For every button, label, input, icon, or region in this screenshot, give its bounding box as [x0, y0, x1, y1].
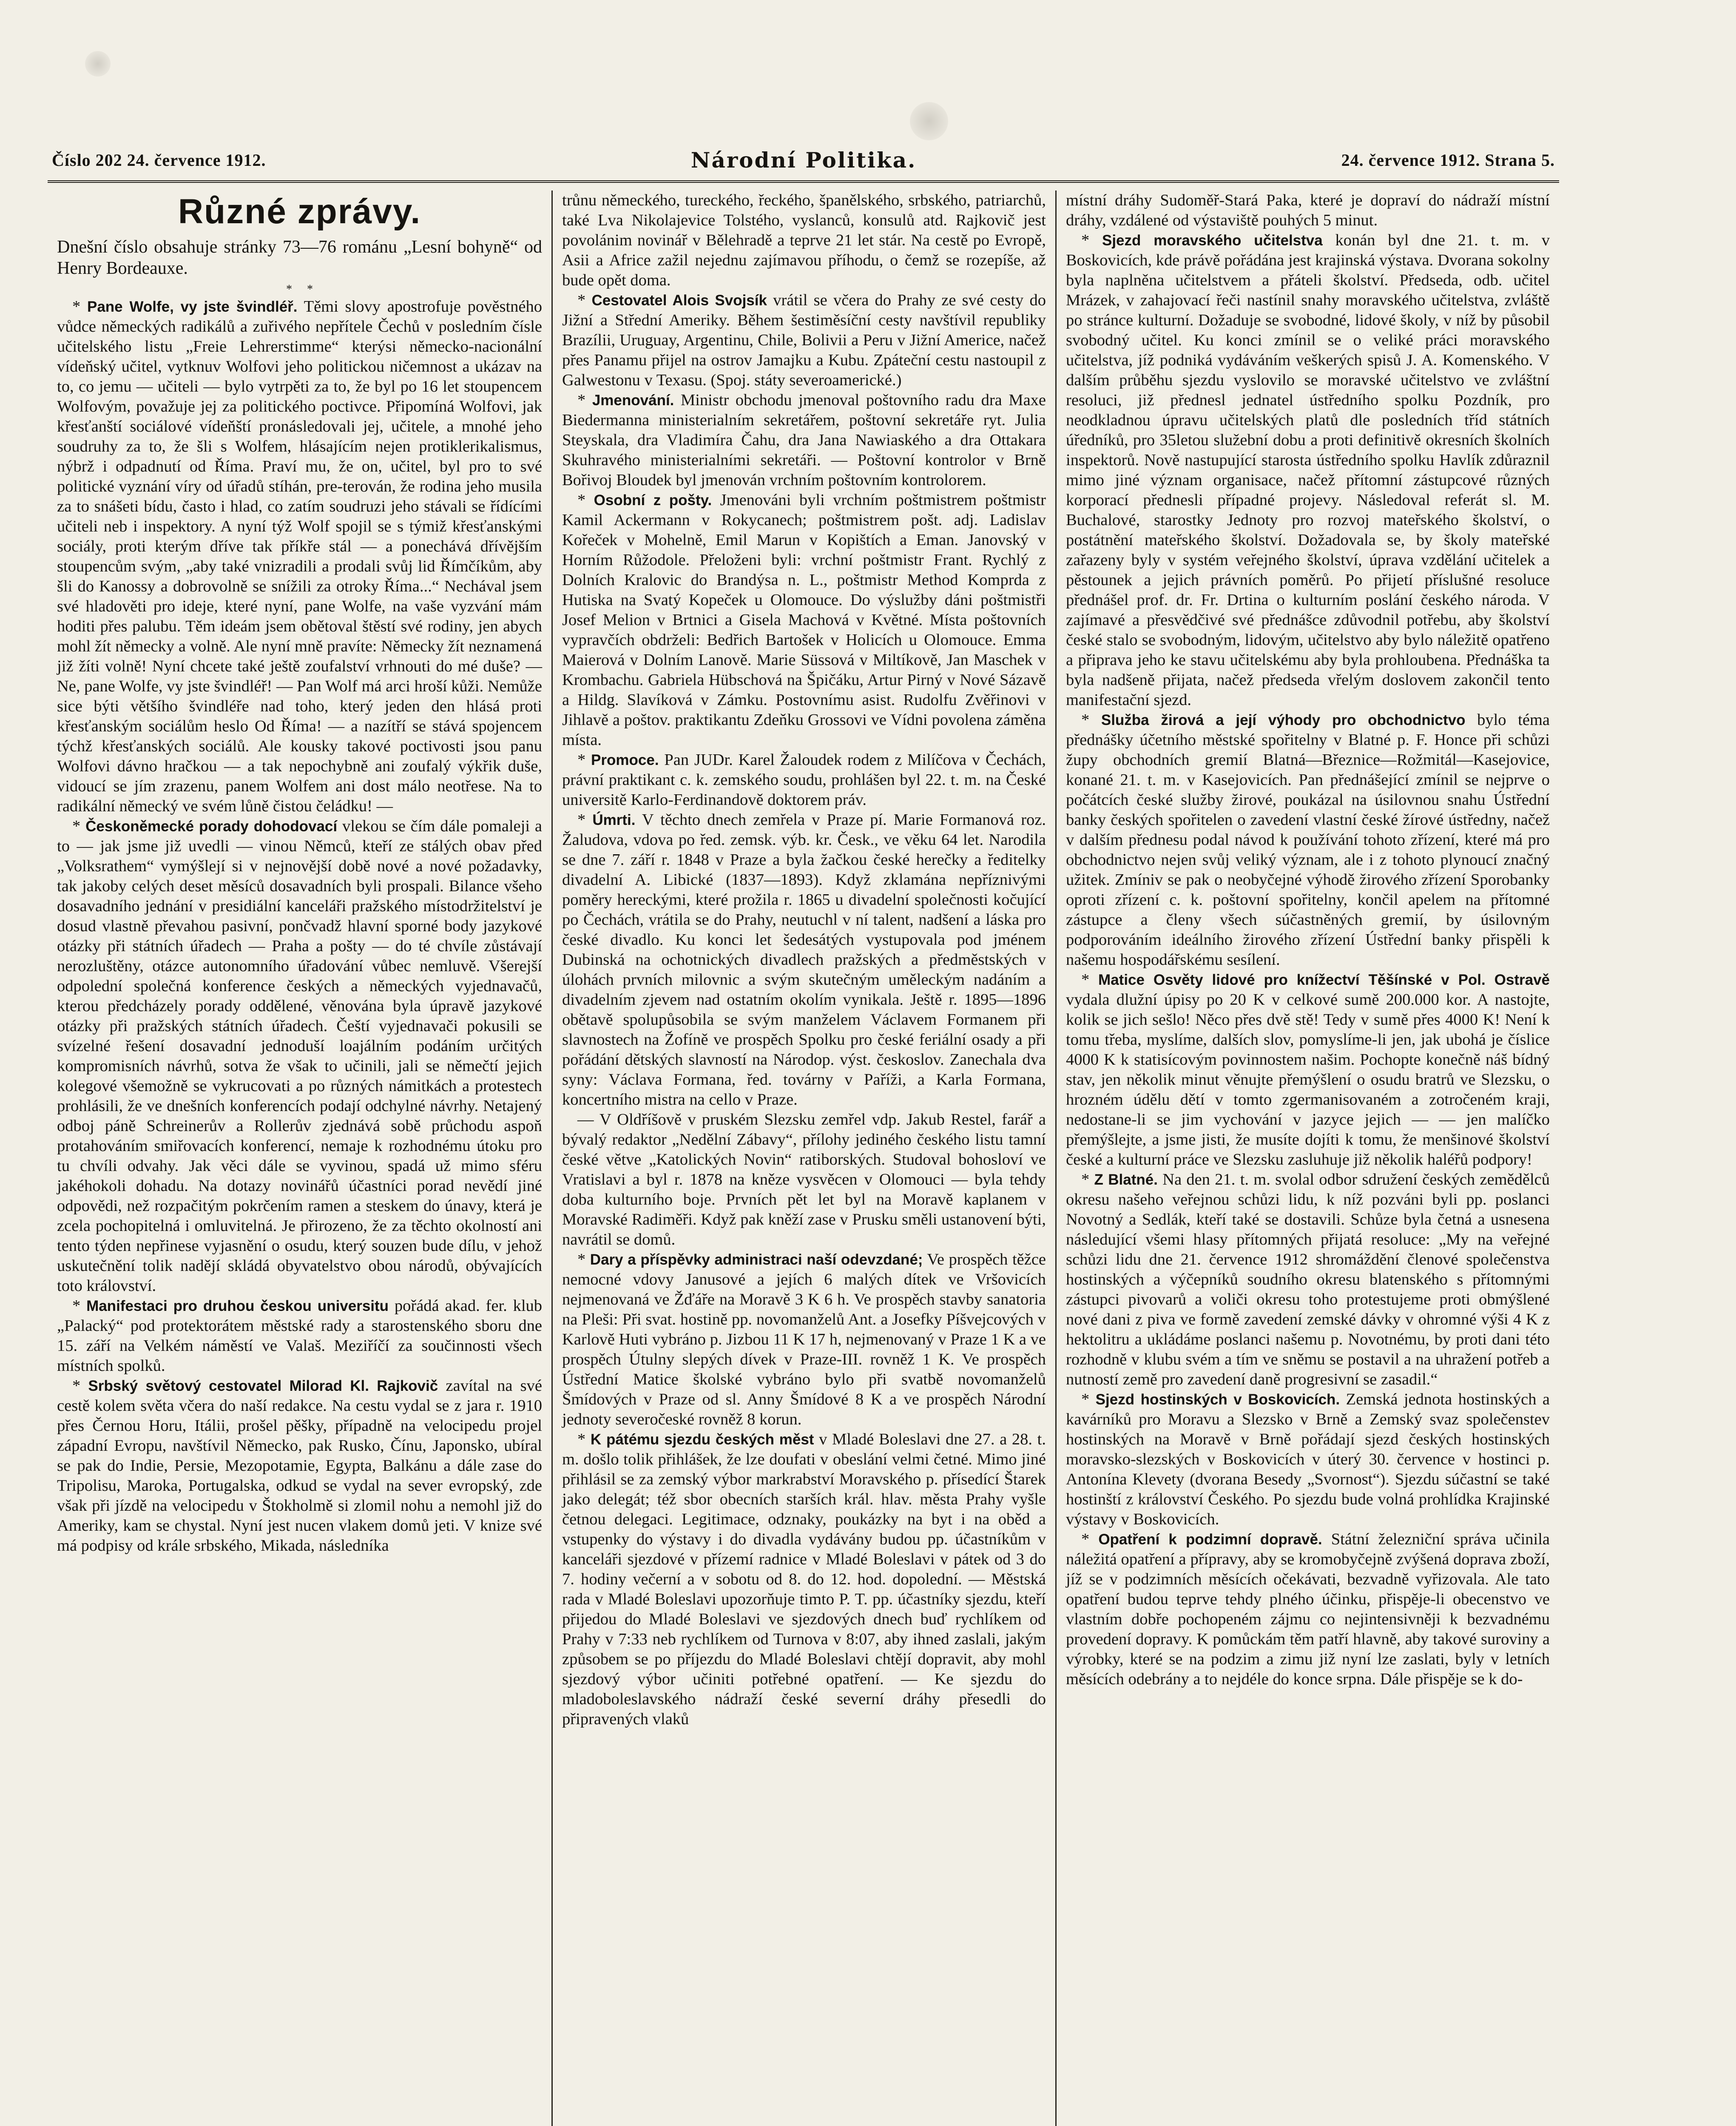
- article-body: Ve prospěch těžce nemocné vdovy Janusové a jejích 6 malých dítek ve Vršovicích nejmenovaná ve Žďáře na Moravě 3 K 6 h. Ve prospěch stavby sanatoria na Pleši: Při svat. hostině pp. novomanželů Ant. a Josefky Píšvejcových v Karlově Huti vybráno p. Jizbou 11 K 17 h, nejmenovaný v Praze 1 K a ve prospěch Útulny slepých dívek v Praze-III. rovněž 1 K. Ve prospěch Ústřední Matice školské vybráno bylo při svatbě novomanželů Šmídových v Praze od sl. Anny Šmídové 8 K a ve prospěch Národní jednoty severočeské rovněž 8 korun.: [562, 1251, 1046, 1428]
- article-headline: Z Blatné.: [1094, 1171, 1158, 1188]
- article-body: vlekou se čím dále pomaleji a to — jak jsme již uvedli — vinou Němců, kteří ze stálých obav před „Volksrathem“ vymýšlejí si v nejnovější době nové a nové požadavky, tak jakoby celých deset měsíců dosavadních byli prospali. Bilance všeho dosavadního jednání v presidiální kanceláři pražského místodržitelství je dosud vlastně převahou pasivní, pončvadž hlavní sporné body jazykové otázky při státních úřadech — Praha a pošty — do té chvíle zůstávají nerozluštěny, otázce autonomního úřadování vůbec nemluvě. Všerejší odpolední společná konference českých a německých vyjednavačů, kterou předcházely porady oddělené, věnována byla úpravě jazykové otázky při pražských státních úřadech. Čeští vyjednavači pokusili se svízelné řešení dosavadní jednoduší loajálním podáním určitých kompromisních návrhů, sotva že však to učinili, jali se němečtí jejich kolegové všemožně se vykrucovati a po různých námitkách a protestech prohlásili, že ve dnešních konferencích podají odchylné návrhy. Netajený odboj páně Schreinerův a Rollerův zjednává sobě průchodu aspoň protahováním smiřovacích konferencí, nemaje k rozhodnému útoku pro tu chvíli odvahy. Jak věci dále se vyvinou, spadá už mimo sféru jakéhokoli dohadu. Na dotazy novinářů účastníci porad nevědí jiné odpovědi, než rozpačitým pokrčením ramen a steskem do únavy, která je zcela pochopitelná i omluvitelná. Je přirozeno, že za těchto okolností ani tento týden nepřinese vyjasnění o osudu, který souzen bude dílu, v jehož uskutečnění tolik nadějí skládá obyvatelstvo obou národů, obývajících toto království.: [57, 817, 543, 1295]
- article-headline: Úmrti.: [592, 812, 636, 828]
- article-towns-congress: * K pátému sjezdu českých měst v Mladé Boleslavi dne 27. a 28. t. m. došlo tolik přihlášek, že lze doufati v obeslání velmi četné. Mimo jiné přihlásil se za zemský výbor markrabství Moravského p. přísedící Štarek jako delegát; též sbor obecních starších král. hlav. města Prahy vyšle četnou delegaci. Legitimace, odznaky, poukázky na byt i na oběd a vstupenky do výstavy i do divadla vydávány budou pp. účastníkům v kanceláři sjezdové v přízemí radnice v Mladé Boleslavi v pátek od 3 do 7. hodiny večerní a v sobotu od 8. do 12. hod. dopolední. — Městská rada v Mladé Boleslavi upozorňuje timto P. T. pp. účastníky sjezdu, kteří přijedou do Mladé Boleslavi ve sjezdových dnech buď rychlíkem od Prahy v 7:33 neb rychlíkem od Turnova v 8:07, aby ihned zaslali, jakým způsobem se po příjezdu do Mladé Boleslavi chtějí dopravit, aby mohl sjezdový výbor učiniti potřebné opatření. — Ke sjezdu do mladoboleslavského nádraží české severní dráhy přesedli do připravených vlaků: [562, 1430, 1046, 1728]
- article-body: Na den 21. t. m. svolal odbor sdružení českých zemědělců okresu našeho veřejnou schůzi lidu, k níž pozváni byli pp. poslanci Novotný a Sedlák, kteří také se dostavili. Schůze byla četná a usnesena následující všemi hlasy přítomných přijatá resoluce: „My na veřejné schůzi lidu dne 21. července 1912 shromáždění členové společenstva hostinských a výčepníků soudního okresu blatenského s přítomnými zástupci pivovarů a voliči okresu toho protestujeme proti obmýšlené nové dani z piva ve formě zavedení zemské dávky v ohromné výši 4 K z hektolitru a ukládáme poslanci našemu p. Novotnému, by proti dani této rozhodně v klubu svém a tím ve sněmu se postavil a na uhražení potřeb a nutností země pro zavedení daně progresivní se zasadil.“: [1066, 1171, 1550, 1388]
- article-headline: Promoce.: [591, 752, 659, 768]
- article-appointments: * Jmenování. Ministr obchodu jmenoval poštovního radu dra Maxe Biedermanna ministerialním sekretářem, poštovní sekretáře ryt. Julia Steyskala, dra Vladimíra Čahu, dra Jana Nawiaského a dra Ottakara Skuhravého ministerialními sekretáři. — Poštovní kontrolor v Brně Bořivoj Bloudek byl jmenován vrchním poštovním kontrolorem.: [562, 391, 1046, 489]
- article-svojsik: * Cestovatel Alois Svojsík vrátil se včera do Prahy ze své cesty do Jižní a Střední Ameriky. Během šestiměsíční cesty navštívil republiky Brazílii, Uruguay, Argentinu, Chile, Bolivii a Peru v Jižní Americe, načež přes Panamu přijel na ostrov Jamajku a Kubu. Zpáteční cestu nastoupil z Galwestonu v Texasu. (Spoj. státy severoamerické.): [562, 291, 1046, 389]
- article-columns: [48, 190, 1559, 2126]
- article-traveler: * Srbský světový cestovatel Milorad Kl. Rajkovič zavítal na své cestě kolem světa včera do naší redakce. Na cestu vydal se z jara r. 1910 přes Černou Horu, Itálii, prošel pěšky, případně na velocipedu projel západní Evropu, navštívil Německo, pak Rusko, Čínu, Japonsko, ubíral se pak do Indie, Persie, Mezopotamie, Egypta, Balkánu a dále zase do Tripolisu, Maroka, Portugalska, odkud se vydal na sever evropský, zde však při jízdě na velocipedu v Štokholmě si zlomil nohu a nemohl již do Ameriky, kam se chystal. Nyní jest nucen vlakem domů jeti. V knize své má podpisy od krále srbského, Mikada, následníka: [57, 1377, 542, 1555]
- article-body: V Oldříšově v pruském Slezsku zemřel vdp. Jakub Restel, farář a bývalý redaktor „Nedělní Zábavy“, přílohy jediného českého listu tamní české větve „Katolických Novin“ ratiborských. Studoval bohosloví ve Vratislavi a byl r. 1878 na kněze vysvěcen v Olomouci — byla tehdy doba kulturního boje. Prvních pět let byl na Moravě kaplanem v Moravské Radiměři. Když pak kněží zase v Prusku směli ustanovení býti, navrátil se domů.: [562, 1111, 1046, 1248]
- article-post: * Osobní z pošty. Jmenováni byli vrchním poštmistrem poštmistr Kamil Ackermann v Rokycanech; poštmistrem pošt. adj. Ladislav Kořeček v Mohelně, Emil Marun v Kopištích a Eman. Janovský v Horním Růžodole. Přeloženi byli: vrchní poštmistr Frant. Rychlý z Dolních Kralovic do Brandýsa n. L., poštmistr Method Komprda z Hutiska na Svatý Kopeček u Olomouce. Do výslužby dáni poštmistři Josef Melion v Brtnici a Gisela Machová v Květné. Místa poštovních vypravčích obdrželi: Bedřich Bartošek v Holicích u Olomouce. Emma Maierová v Dolním Lanově. Marie Süssová v Miltíkově, Jan Maschek v Krombachu. Gabriela Hübschová na Špičáku, Artur Pirný v Nové Sázavě a Hildg. Slavíková v Zámku. Postovnímu asist. Rudolfu Zvěřinovi v Jihlavě a poštov. praktikantu Zdeňku Grossovi ve Vídni povolena záměna místa.: [562, 491, 1046, 749]
- serial-notice: Dnešní číslo obsahuje stránky 73—76 románu „Lesní bohyně“ od Henry Bordeauxe.: [57, 237, 542, 278]
- article-headline: Osobní z pošty.: [594, 492, 712, 509]
- article-teachers: * Sjezd moravského učitelstva konán byl dne 21. t. m. v Boskovicích, kde právě pořádána jest krajinská výstava. Dvorana sokolny byla naplněna učitelstvem a přáteli školství. Předseda, odb. učitel Mrázek, v zahajovací řeči nastínil snahy moravského učitelstva, zvláště po stránce kulturní. Dožaduje se svobodné, lidové školy, v níž by působil svobodný učitel. Ku konci zmínil se o veliké práci moravského učitelstva, jíž podniká vydáváním veškerých spisů J. A. Komenského. V dalším průběhu sjezdu vyslovilo se moravské učitelstvo ve zvláštní resoluci, již přednesl jednatel ústředního spolku Pozdník, pro neodkladnou úpravu učitelských platů dle posledních tříd státních úředníků, pro 35letou služební dobu a proti definitivě okresních školních inspektorů. Nově nastupující starosta ústředního spolku Havlík zdůraznil mimo jiné význam organisace, načež přítomní zástupcové různých korporací přednesli případné projevy. Následoval referát sl. M. Buchalové, starostky Jednoty pro rozvoj mateřského školství, o postátnění mateřského školství. Dožadovala se, by školy mateřské zařazeny byly v systém veřejného školství, úprava vzdělání učitelek a pěstounek a jejich právních poměrů. Po přijetí příslušné resoluce přednášel prof. dr. Fr. Drtina o kulturním poslání českého národa. V zajímavé a přesvědčivé své přednášce zdůvodnil potřebu, aby školství české stalo se svobodným, lidovým, učitelstvo aby bylo náležitě opatřeno a připrava jeho ke stavu učitelskému aby byla prohloubena. Přednáška ta byla nadšeně přijata, načež předseda vřelým doslovem zakončil tento manifestační sjezd.: [1066, 231, 1550, 709]
- column-3: [1055, 190, 1559, 2126]
- article-body: Jmenováni byli vrchním poštmistrem poštmistr Kamil Ackermann v Rokycanech; poštmistrem pošt. adj. Ladislav Kořeček v Mohelně, Emil Marun v Kopištích a Eman. Janovský v Horním Růžodole. Přeloženi byli: vrchní poštmistr Frant. Rychlý z Dolních Kralovic do Brandýsa n. L., poštmistr Method Komprda z Hutiska na Svatý Kopeček u Olomouce. Do výslužby dáni poštmistři Josef Melion v Brtnici a Gisela Machová v Květné. Místa poštovních vypravčích obdrželi: Bedřich Bartošek v Holicích u Olomouce. Emma Maierová v Dolním Lanově. Marie Süssová v Miltíkově, Jan Maschek v Krombachu. Gabriela Hübschová na Špičáku, Artur Pirný v Nové Sázavě a Hildg. Slavíková v Zámku. Postovnímu asist. Rudolfu Zvěřinovi v Jihlavě a poštov. praktikantu Zdeňku Grossovi ve Vídni povolena záměna místa.: [562, 491, 1046, 749]
- article-headline: Manifestaci pro druhou českou universitu: [86, 1298, 389, 1314]
- article-traveler-continued: trůnu německého, tureckého, řeckého, španělského, srbského, patriarchů, také Lva Nikolajevice Tolstého, vyslanců, konsulů atd. Rajkovič jest povolánim novinář v Bělehradě a teprve 21 let stár. Na cestě po Evropě, Asii a Africe zažil nejednu zajímavou příhodu, o čemž se rozepíše, až bude opět doma.: [562, 191, 1046, 289]
- article-headline: Jmenování.: [592, 392, 674, 409]
- article-headline: Sjezd hostinských v Boskovicích.: [1095, 1391, 1340, 1408]
- article-headline: Českoněmecké porady dohodovací: [85, 818, 338, 835]
- article-body: pořádá akad. fer. klub „Palacký“ pod protektorátem městské rady a starostenského sboru dne 15. září na Velkém náměstí ve Valaš. Meziříčí za součinnosti všech místních spolků.: [57, 1297, 543, 1375]
- article-blatna: * Z Blatné. Na den 21. t. m. svolal odbor sdružení českých zemědělců okresu našeho veřejnou schůzi lidu, k níž pozváni byli pp. poslanci Novotný a Sedlák, kteří také se dostavili. Schůze byla četná a usnesena následující všemi hlasy přítomných přijatá resoluce: „My na veřejné schůzi lidu dne 21. července 1912 shromáždění členové společenstva hostinských a výčepníků soudního okresu blatenského s přítomnými zástupci pivovarů a voliči okresu toho protestujeme proti obmýšlené nové dani z piva ve formě zavedení zemské dávky v ohromné výši 4 K z hektolitru a ukládáme poslanci našemu p. Novotnému, by proti dani této rozhodně v klubu svém a tím ve sněmu se postavil a na uhražení potřeb a nutností země pro zavedení daně progresivní se zasadil.“: [1066, 1171, 1550, 1388]
- newspaper-page: [48, 145, 1559, 2126]
- article-body: Těmi slovy apostrofuje pověstného vůdce německých radikálů a zuřivého nepřítele Čechů v posledním čísle učitelského listu „Freie Lehrerstimme“ kterýsi německo-nacionální vídeňský učitel, vytknuv Wolfovi jeho politickou ničemnost a ukázav na to, co jemu — učiteli — bylo vytrpěti za to, že byl po 16 let stoupencem Wolfovým, považuje jej za politického poctivce. Připomíná Wolfovi, jak křesťanští sociálové vídeňští pronásledovali jej, učitele, a mnohé jeho soudruhy za to, že šli s Wolfem, hlásajícím nejen protiklerikalismus, nýbrž i odpadnutí od Říma. Praví mu, že on, učitel, byl pro to své politické vyznání víry od úřadů stíhán, pre-terován, že rodina jeho musila za to snášeti bídu, často i hlad, co zatím soudruzi jeho stávali se řídícími učiteli neb i inspektory. A nyní týž Wolf spojil se s týmiž křesťanskými sociály, proti kterým dříve tak příkře stál — a ponechává dřívějším stoupencům svým, „aby také vnizradili a prodali svůj lid Římčíkům, aby šli do Kanossy a dobrovolně se snížili za otroky Říma...“ Nechával jsem své hladověti pro ideje, které nyní, pane Wolfe, na vaše vyzvání mám hoditi přes palubu. Těm ideám jsem obětoval štěstí své rodiny, jen abych mohl žít německy a volně. Ale nyní mně pravíte: Německy žít neznamená již žíti volně! Nyní chcete také ještě zoufalství vrhnouti do mé duše? — Ne, pane Wolfe, vy jste švindléř! — Pan Wolf má arci hroší kůži. Nemůže sice býti většího švindléře nad toho, který jeden den hlásá proti křesťanským sociálům heslo Od Říma! — a nazítří se stává spojencem týchž křesťanských sociálů. Ale kousky takové poctivosti jsou panu Wolfovi dávno hračkou — a tak nepochybně ani zoufalý výkřik duše, vidoucí se jím zrazenu, panem Wolfem ani dost málo neotřese. Na to radikální německý ve svém lůně čistou čeládku! —: [57, 298, 542, 815]
- article-body: vydala dlužní úpisy po 20 K v celkové sumě 200.000 kor. A nastojte, kolik se jich sešlo! Něco přes dvě stě! Tedy v sumě přes 4000 K! Není k tomu třeba, myslíme, dalších slov, pomyslíme-li jen, jak ubohá je číslice 4000 K k statisícovým povinnostem našim. Pochopte konečně náš bídný stav, jen několik minut věnujte přemýšlení o osudu bratrů ve Slezsku, o hrozném údělu dětí v tomto zgermanisovaném a zotročeném kraji, nedostane-li se jim vychování v jazyce jejich — — jen malíčko přemýšlejte, a jsme jisti, že musíte dojíti k tomu, že menšinové školství české a kulturní práce ve Slezsku zasluhuje již několik haléřů podpory!: [1066, 991, 1550, 1168]
- separator: * *: [286, 283, 313, 296]
- masthead: [48, 145, 1559, 183]
- article-body: vrátil se včera do Prahy ze své cesty do Jižní a Střední Ameriky. Během šestiměsíční cesty navštívil republiky Brazílii, Uruguay, Argentinu, Chile, Bolivii a Peru v Jižní Americe, načež přes Panamu přijel na ostrov Jamajku a Kubu. Zpáteční cestu nastoupil z Galwestonu v Texasu. (Spoj. státy severoamerické.): [562, 291, 1046, 389]
- paper-stain: [85, 51, 111, 77]
- article-headline: Dary a příspěvky administraci naší odevzdané;: [590, 1251, 923, 1268]
- column-1: [48, 190, 551, 2126]
- article-headline: Srbský světový cestovatel Milorad Kl. Rajkovič: [88, 1378, 438, 1394]
- article-body: Zemská jednota hostinských a kavárníků pro Moravu a Slezsko v Brně a Zemský svaz společenstev hostinských na Moravě v Brně pořádají sjezd českých hostinských moravsko-slezských v Boskovicích v úterý 30. července v hostinci p. Antonína Klevety (dvorana Besedy „Svornost“). Sjezdu súčastní se také hostinští z království Českého. Po sjezdu bude volná prohlídka Krajinské výstavy v Boskovicích.: [1066, 1390, 1550, 1528]
- article-body: Ministr obchodu jmenoval poštovního radu dra Maxe Biedermanna ministerialním sekretářem, poštovní sekretáře ryt. Julia Steyskala, dra Vladimíra Čahu, dra Jana Nawiaského a dra Ottakara Skuhravého ministerialními sekretáři. — Poštovní kontrolor v Brně Bořivoj Bloudek byl jmenován vrchním poštovním kontrolorem.: [562, 391, 1046, 489]
- paper-stain: [910, 102, 948, 140]
- article-body: Státní železniční správa učinila náležitá opatření a přípravy, aby se kromobyčejně zvýšená doprava zboží, jíž se v podzimních měsících očekávati, bezvadně vyřizovala. Ale tato opatření budou teprve tehdy plného účinku, přispěje-li obecenstvo ve vlastním dobře pochopeném zájmu co nejintensivněji k bezvadnému provedení dopravy. K pomůckám těm patří hlavně, aby takové suroviny a výrobky, které se na podzim a zimu již nyní lze zaslati, byly v letních měsících odebrány a to nejdéle do konce srpna. Dále přispěje se k do-: [1066, 1530, 1550, 1688]
- article-body: bylo téma přednášky účetního městské spořitelny v Blatné p. F. Honce při schůzi župy obchodních gremií Blatná—Březnice—Rožmitál—Kasejovice, konané 21. t. m. v Kasejovicích. Pan přednášející zmínil se nejprve o počátcích české služby žirové, poukázal na úsilovnou snahu Ústřední banky českých spořitelen o zavedení vlastní české žírové ústředny, načež v dalším přednesu podal návod k používání tohoto zřízení, které má pro obchodnictvo nejen svůj veliký význam, ale i z tohoto plynoucí značný užitek. Zmíniv se pak o neobyčejné výhodě žirového zřízení Sporobanky oproti zřízení c. k. poštovní spořitelny, končil apelem na přítomné zástupce a členy všech súčastněných gremií, by úsilovným podporováním ideálního žirového zřízení Ústřední banky přispěli k našemu hospodářskému sesílení.: [1066, 711, 1550, 969]
- article-body: zavítal na své cestě kolem světa včera do naší redakce. Na cestu vydal se z jara r. 1910 přes Černou Horu, Itálii, prošel pěšky, případně na velocipedu projel západní Evropu, navštívil Německo, pak Rusko, Čínu, Japonsko, ubíral se pak do Indie, Persie, Mezopotamie, Egypta, Balkánu a dále zase do Tripolisu, Maroka, Portugalska, odkud se vydal na sever evropský, zde však při jízdě na velocipedu v Štokholmě si zlomil nohu a nemohl již do Ameriky, kam se chystal. Nyní jest nucen vlakem domů jeti. V knize své má podpisy od krále srbského, Mikada, následníka: [57, 1377, 542, 1555]
- article-rail-continued: místní dráhy Sudoměř-Stará Paka, které je dopraví do nádraží místní dráhy, vzdálené od výstaviště pouhých 5 minut.: [1066, 191, 1550, 229]
- article-donations: * Dary a příspěvky administraci naší odevzdané; Ve prospěch těžce nemocné vdovy Janusové a jejích 6 malých dítek ve Vršovicích nejmenovaná ve Žďáře na Moravě 3 K 6 h. Ve prospěch stavby sanatoria na Pleši: Při svat. hostině pp. novomanželů Ant. a Josefky Píšvejcových v Karlově Huti vybráno p. Jizbou 11 K 17 h, nejmenovaný v Praze 1 K a ve prospěch Útulny slepých dívek v Praze-III. rovněž 1 K. Ve prospěch Ústřední Matice školské vybráno bylo při svatbě novomanželů Šmídových v Praze od sl. Anny Šmídové 8 K a ve prospěch Národní jednoty severočeské rovněž 8 korun.: [562, 1251, 1046, 1428]
- article-transport: * Opatření k podzimní dopravě. Státní železniční správa učinila náležitá opatření a přípravy, aby se kromobyčejně zvýšená doprava zboží, jíž se v podzimních měsících očekávati, bezvadně vyřizovala. Ale tato opatření budou teprve tehdy plného účinku, přispěje-li obecenstvo ve vlastním dobře pochopeném zájmu co nejintensivněji k bezvadnému provedení dopravy. K pomůckám těm patří hlavně, aby takové suroviny a výrobky, které se na podzim a zimu již nyní lze zaslati, byly v letních měsících odebrány a to nejdéle do konce srpna. Dále přispěje se k do-: [1066, 1530, 1550, 1688]
- newspaper-title: Národní Politika.: [690, 147, 917, 173]
- section-title: Různé zprávy.: [178, 192, 421, 231]
- article-innkeepers: * Sjezd hostinských v Boskovicích. Zemská jednota hostinských a kavárníků pro Moravu a Slezsko v Brně a Zemský svaz společenstev hostinských na Moravě v Brně pořádají sjezd českých hostinských moravsko-slezských v Boskovicích v úterý 30. července v hostinci p. Antonína Klevety (dvorana Besedy „Svornost“). Sjezdu súčastní se také hostinští z království Českého. Po sjezdu bude volná prohlídka Krajinské výstavy v Boskovicích.: [1066, 1390, 1550, 1528]
- column-2: [551, 190, 1055, 2126]
- article-body: Pan JUDr. Karel Žaloudek rodem z Milíčova v Čechách, právní praktikant c. k. zemského soudu, prohlášen byl 22. t. m. na České universitě Karlo-Ferdinandově doktorem práv.: [562, 751, 1046, 809]
- article-matice: * Matice Osvěty lidové pro knížectví Těšínské v Pol. Ostravě vydala dlužní úpisy po 20 K v celkové sumě 200.000 kor. A nastojte, kolik se jich sešlo! Něco přes dvě stě! Tedy v sumě přes 4000 K! Není k tomu třeba, myslíme, dalších slov, pomyslíme-li jen, jak ubohá je číslice 4000 K k statisícovým povinnostem našim. Pochopte konečně náš bídný stav, jen několik minut věnujte přemýšlení o osudu bratrů ve Slezsku, o hrozném údělu dětí v tomto zgermanisovaném a zotročeném kraji, nedostane-li se jim vychování v jazyce jejich — — jen malíčko přemýšlejte, a jsme jisti, že musíte dojíti k tomu, že menšinové školství české a kulturní práce ve Slezsku zasluhuje již několik haléřů podpory!: [1066, 971, 1550, 1168]
- article-headline: Pane Wolfe, vy jste švindléř.: [87, 298, 298, 315]
- article-university: * Manifestaci pro druhou českou universitu pořádá akad. fer. klub „Palacký“ pod protektorátem městské rady a starostenského sboru dne 15. září na Velkém náměstí ve Valaš. Meziříčí za součinnosti všech místních spolků.: [57, 1297, 543, 1375]
- article-wolf: * Pane Wolfe, vy jste švindléř. Těmi slovy apostrofuje pověstného vůdce německých radikálů a zuřivého nepřítele Čechů v posledním čísle učitelského listu „Freie Lehrerstimme“ kterýsi německo-nacionální vídeňský učitel, vytknuv Wolfovi jeho politickou ničemnost a ukázav na to, co jemu — učiteli — bylo vytrpěti za to, že byl po 16 let stoupencem Wolfovým, považuje jej za politického poctivce. Připomíná Wolfovi, jak křesťanští sociálové vídeňští pronásledovali jej, učitele, a mnohé jeho soudruhy za to, že šli s Wolfem, hlásajícím nejen protiklerikalismus, nýbrž i odpadnutí od Říma. Praví mu, že on, učitel, byl pro to své politické vyznání víry od úřadů stíhán, pre-terován, že rodina jeho musila za to snášeti bídu, často i hlad, co zatím soudruzi jeho stávali se řídícími učiteli neb i inspektory. A nyní týž Wolf spojil se s týmiž křesťanskými sociály, proti kterým dříve tak příkře stál — a ponechává dřívějším stoupencům svým, „aby také vnizradili a prodali svůj lid Římčíkům, aby šli do Kanossy a dobrovolně se snížili za otroky Říma...“ Nechával jsem své hladověti pro ideje, které nyní, pane Wolfe, na vaše vyzvání mám hoditi přes palubu. Těm ideám jsem obětoval štěstí své rodiny, jen abych mohl žít německy a volně. Ale nyní mně pravíte: Německy žít neznamená již žíti volně! Nyní chcete také ještě zoufalství vrhnouti do mé duše? — Ne, pane Wolfe, vy jste švindléř! — Pan Wolf má arci hroší kůži. Nemůže sice býti většího švindléře nad toho, který jeden den hlásá proti křesťanským sociálům heslo Od Říma! — a nazítří se stává spojencem týchž křesťanských sociálů. Ale kousky takové poctivosti jsou panu Wolfovi dávno hračkou — a tak nepochybně ani zoufalý výkřik duše, vidoucí se jím zrazenu, panem Wolfem ani dost málo neotřese. Na to radikální německý ve svém lůně čistou čeládku! —: [57, 298, 542, 815]
- page-date-number: 24. července 1912. Strana 5.: [1341, 150, 1555, 170]
- article-conference: * Českoněmecké porady dohodovací vlekou se čím dále pomaleji a to — jak jsme již uvedli — vinou Němců, kteří ze stálých obav před „Volksrathem“ vymýšlejí si v nejnovější době nové a nové požadavky, tak jakoby celých deset měsíců dosavadních byli prospali. Bilance všeho dosavadního jednání v presidiální kanceláři pražského místodržitelství je dosud vlastně převahou pasivní, pončvadž hlavní sporné body jazykové otázky při státních úřadech — Praha a pošty — do té chvíle zůstávají nerozluštěny, otázce autonomního úřadování vůbec nemluvě. Všerejší odpolední společná konference českých a německých vyjednavačů, kterou předcházely porady oddělené, věnována byla úpravě jazykové otázky při pražských státních úřadech. Čeští vyjednavači pokusili se svízelné řešení dosavadní jednoduší loajálním podáním určitých kompromisních návrhů, sotva že však to učinili, jali se němečtí jejich kolegové všemožně se vykrucovati a po různých námitkách a protestech prohlásili, že ve dnešních konferencích podají odchylné návrhy. Netajený odboj páně Schreinerův a Rollerův zjednává sobě průchodu aspoň protahováním smiřovacích konferencí, nemaje k rozhodnému útoku pro tu chvíli odvahy. Jak věci dále se vyvinou, spadá už mimo sféru jakéhokoli dohadu. Na dotazy novinářů účastníci porad nevědí jiné odpovědi, než rozpačitým pokrčením ramen a steskem do únavy, která je zcela pochopitelná i omluvitelná. Je přirozeno, že za těchto okolností ani tento týden nepřinese vyjasnění o osudu, který souzen bude dílu, v jehož uskutečnění tolik nadějí skládá obyvatelstvo obou národů, obývajících toto království.: [57, 817, 543, 1295]
- article-headline: K pátému sjezdu českých měst: [590, 1431, 814, 1448]
- article-promotion: * Promoce. Pan JUDr. Karel Žaloudek rodem z Milíčova v Čechách, právní praktikant c. k. zemského soudu, prohlášen byl 22. t. m. na České universitě Karlo-Ferdinandově doktorem práv.: [562, 751, 1046, 809]
- article-headline: Matice Osvěty lidové pro knížectví Těšínské v Pol. Ostravě: [1098, 972, 1550, 988]
- article-savings: * Služba žirová a její výhody pro obchodnictvo bylo téma přednášky účetního městské spořitelny v Blatné p. F. Honce při schůzi župy obchodních gremií Blatná—Březnice—Rožmitál—Kasejovice, konané 21. t. m. v Kasejovicích. Pan přednášející zmínil se nejprve o počátcích české služby žirové, poukázal na úsilovnou snahu Ústřední banky českých spořitelen o zavedení vlastní české žírové ústředny, načež v dalším přednesu podal návod k používání tohoto zřízení, které má pro obchodnictvo nejen svůj veliký význam, ale i z tohoto plynoucí značný užitek. Zmíniv se pak o neobyčejné výhodě žirového zřízení Sporobanky oproti zřízení c. k. poštovní spořitelny, končil apelem na přítomné zástupce a členy všech súčastněných gremií, by úsilovným podporováním ideálního žirového zřízení Ústřední banky přispěli k našemu hospodářskému sesílení.: [1066, 711, 1550, 969]
- article-deaths: * Úmrti. V těchto dnech zemřela v Praze pí. Marie Formanová roz. Žaludova, vdova po řed. zemsk. výb. kr. Česk., ve věku 64 let. Narodila se dne 7. září r. 1848 v Praze a byla žačkou české herečky a ředitelky divadelní A. Libické (1837—1893). Když zklamána nepříznivými poměry hereckými, které prožila r. 1865 u divadelní společnosti kočující po Čechách, vrátila se do Prahy, neutuchl v ní talent, nadšení a láska pro české divadlo. Ku konci let šedesátých vystupovala pod jménem Dubinská na ochotnických divadlech pražských a předměstských v úlohách prvních milovnic a svým skutečným uměleckým nadáním a divadelním zjevem nad ostatním okolím vynikala. Ještě r. 1895—1896 obětavě spolupůsobila se svým manželem Václavem Formanem při slavnostech na Žofíně ve prospěch Spolku pro české feriální osady a při pořádání dětských slavností na Národop. výst. českoslov. Zanechala dva syny: Václava Formana, řed. továrny v Paříži, a Karla Formana, koncertního mistra na cello v Praze.: [562, 811, 1046, 1108]
- article-headline: Opatření k podzimní dopravě.: [1098, 1531, 1322, 1548]
- article-headline: Cestovatel Alois Svojsík: [591, 292, 767, 309]
- article-body: V těchto dnech zemřela v Praze pí. Marie Formanová roz. Žaludova, vdova po řed. zemsk. výb. kr. Česk., ve věku 64 let. Narodila se dne 7. září r. 1848 v Praze a byla žačkou české herečky a ředitelky divadelní A. Libické (1837—1893). Když zklamána nepříznivými poměry hereckými, které prožila r. 1865 u divadelní společnosti kočující po Čechách, vrátila se do Prahy, neutuchl v ní talent, nadšení a láska pro české divadlo. Ku konci let šedesátých vystupovala pod jménem Dubinská na ochotnických divadlech pražských a předměstských v úlohách prvních milovnic a svým skutečným uměleckým nadáním a divadelním zjevem nad ostatním okolím vynikala. Ještě r. 1895—1896 obětavě spolupůsobila se svým manželem Václavem Formanem při slavnostech na Žofíně ve prospěch Spolku pro české feriální osady a při pořádání dětských slavností na Národop. výst. českoslov. Zanechala dva syny: Václava Formana, řed. továrny v Paříži, a Karla Formana, koncertního mistra na cello v Praze.: [562, 811, 1046, 1108]
- article-headline: Služba žirová a její výhody pro obchodnictvo: [1101, 712, 1466, 728]
- article-body: v Mladé Boleslavi dne 27. a 28. t. m. došlo tolik přihlášek, že lze doufati v obeslání velmi četné. Mimo jiné přihlásil se za zemský výbor markrabství Moravského p. přísedící Štarek jako delegát; též sbor obecních starších král. hlav. města Prahy vyšle četnou delegaci. Legitimace, odznaky, poukázky na byt i na oběd a vstupenky do výstavy i do divadla vydávány budou pp. účastníkům v kanceláři sjezdové v přízemí radnice v Mladé Boleslavi v pátek od 3 do 7. hodiny večerní a v sobotu od 8. do 12. hod. dopolední. — Městská rada v Mladé Boleslavi upozorňuje timto P. T. pp. účastníky sjezdu, kteří přijedou do Mladé Boleslavi ve sjezdových dnech buď rychlíkem od Prahy v 7:33 neb rychlíkem od Turnova v 8:07, aby ihned zaslali, jakým způsobem se po příjezdu do Mladé Boleslavi chtějí dopravit, aby mohl sjezdový výbor učiniti potřebné opatření. — Ke sjezdu do mladoboleslavského nádraží české severní dráhy přesedli do připravených vlaků: [562, 1430, 1046, 1728]
- article-headline: Sjezd moravského učitelstva: [1102, 232, 1323, 249]
- article-body: konán byl dne 21. t. m. v Boskovicích, kde právě pořádána jest krajinská výstava. Dvorana sokolny byla naplněna učitelstvem a přáteli školství. Předseda, odb. učitel Mrázek, v zahajovací řeči nastínil snahy moravského učitelstva, zvláště po stránce kulturní. Dožaduje se svobodné, lidové školy, v níž by působil svobodný učitel. Ku konci zmínil se o veliké práci moravského učitelstva, jíž podniká vydáváním veškerých spisů J. A. Komenského. V dalším průběhu sjezdu vyslovilo se moravské učitelstvo ve zvláštní resoluci, již přednesl jednatel ústředního spolku Pozdník, pro neodkladnou úpravu učitelských platů dle posledních tříd státních úředníků, pro 35letou služební dobu a proti definitivě okresních školních inspektorů. Nově nastupující starosta ústředního spolku Havlík zdůraznil mimo jiné význam organisace, načež přítomní zástupcové různých korporací přednesli případné projevy. Následoval referát sl. M. Buchalové, starostky Jednoty pro rozvoj mateřského školství, o postátnění mateřského školství. Dožadovala se, by školy mateřské zařazeny byly v systém veřejného školství, úprava vzdělání učitelek a pěstounek a jejich právních poměrů. Po přijetí příslušné resoluce přednášel prof. dr. Fr. Drtina o kulturním poslání českého národa. V zajímavé a přesvědčivé své přednášce zdůvodnil potřebu, aby školství české stalo se svobodným, lidovým, učitelstvo aby bylo náležitě opatřeno a připrava jeho ke stavu učitelskému aby byla prohloubena. Přednáška ta byla nadšeně přijata, načež předseda vřelým doslovem zakončil tento manifestační sjezd.: [1066, 231, 1550, 709]
- issue-number-date: Číslo 202 24. července 1912.: [52, 150, 266, 170]
- article-deaths-2: — V Oldříšově v pruském Slezsku zemřel vdp. Jakub Restel, farář a bývalý redaktor „Nedělní Zábavy“, přílohy jediného českého listu tamní české větve „Katolických Novin“ ratiborských. Studoval bohosloví ve Vratislavi a byl r. 1878 na kněze vysvěcen v Olomouci — byla tehdy doba kulturního boje. Prvních pět let byl na Moravě kaplanem v Moravské Radiměři. Když pak kněží zase v Prusku směli ustanovení býti, navrátil se domů.: [562, 1111, 1046, 1248]
